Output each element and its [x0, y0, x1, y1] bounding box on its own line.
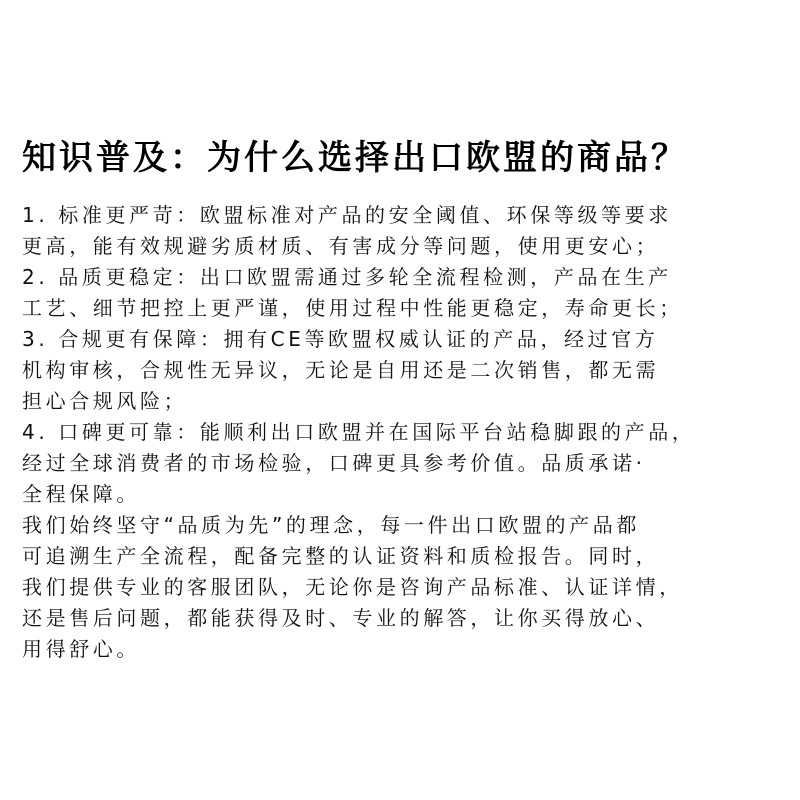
text-line: 4. 口碑更可靠：能顺利出口欧盟并在国际平台站稳脚跟的产品， — [22, 420, 696, 444]
text-line: 还是售后问题，都能获得及时、专业的解答，让你买得放心、 — [22, 606, 660, 630]
text-line: 经过全球消费者的市场检验，口碑更具参考价值。品质承诺· — [22, 451, 646, 475]
text-line: 全程保障。 — [22, 482, 140, 506]
text-line: 更高，能有效规避劣质材质、有害成分等问题，使用更安心； — [22, 234, 660, 258]
text-line: 机构审核，合规性无异议，无论是自用还是二次销售，都无需 — [22, 358, 660, 382]
text-line: 我们提供专业的客服团队，无论你是咨询产品标准、认证详情， — [22, 575, 683, 599]
text-line: 1. 标准更严苛：欧盟标准对产品的安全阈值、环保等级等要求 — [22, 203, 672, 227]
document-body — [22, 200, 792, 665]
text-line: 工艺、细节把控上更严谨，使用过程中性能更稳定，寿命更长； — [22, 296, 683, 320]
text-line: 2. 品质更稳定：出口欧盟需通过多轮全流程检测，产品在生产 — [22, 265, 672, 289]
text-line: 可追溯生产全流程，配备完整的认证资料和质检报告。同时， — [22, 544, 660, 568]
text-line: 3. 合规更有保障：拥有CE等欧盟权威认证的产品，经过官方 — [22, 327, 659, 351]
document-title: 知识普及：为什么选择出口欧盟的商品？ — [22, 138, 688, 178]
text-line: 我们始终坚守“品质为先”的理念，每一件出口欧盟的产品都 — [22, 513, 640, 537]
text-line: 担心合规风险； — [22, 389, 188, 413]
text-line: 用得舒心。 — [22, 637, 140, 661]
